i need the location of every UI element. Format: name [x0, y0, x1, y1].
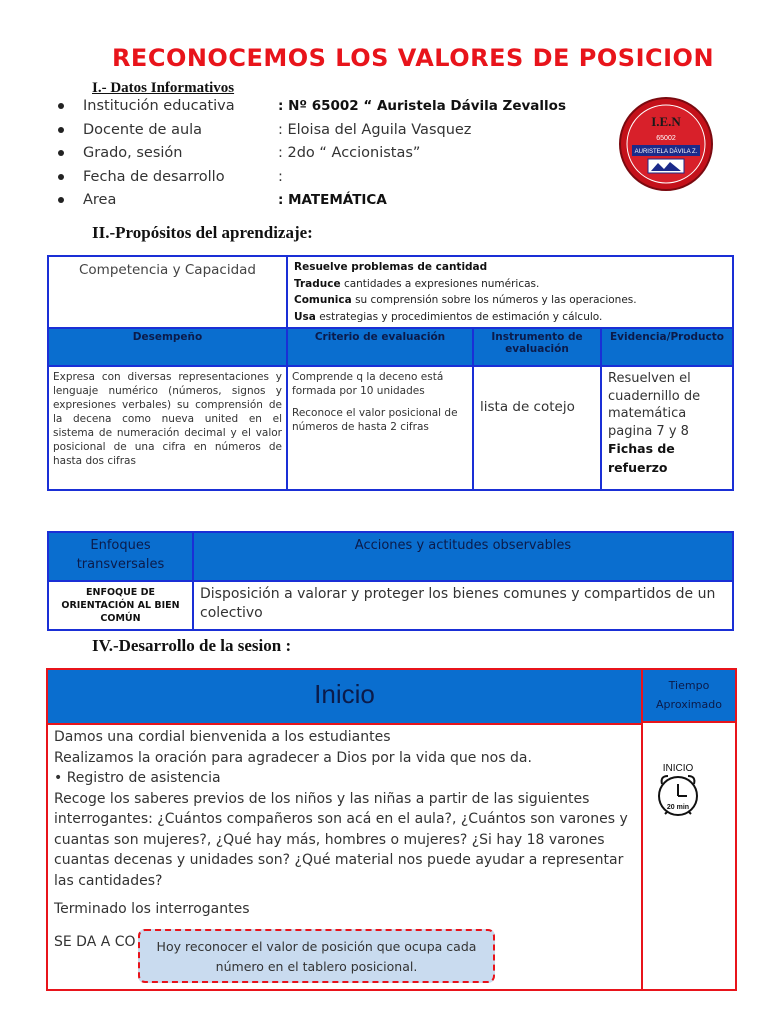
info-label: Area	[83, 192, 117, 208]
accion-cell: Disposición a valorar y proteger los bienes comunes y compartidos de un colectivo	[193, 581, 733, 630]
criterio-1: Comprende q la deceno está formada por 10 unidades	[292, 371, 444, 397]
info-row-grado	[58, 144, 618, 168]
clock-label: INICIO	[662, 763, 694, 774]
clock-time: 20 min	[666, 804, 690, 811]
column-divider	[641, 725, 643, 989]
evidencia-cell	[601, 366, 733, 490]
paragraph-se-da: SE DA A CO	[54, 933, 136, 950]
header-criterio: Criterio de evaluación	[287, 328, 473, 366]
capacidad-text-1: cantidades a expresiones numéricas.	[340, 277, 540, 290]
capacidad-text-2: su comprensión sobre los números y las operaciones.	[351, 294, 637, 306]
info-value: :	[278, 168, 283, 185]
inicio-title: Inicio	[314, 679, 375, 709]
header-desempeno: Desempeño	[48, 328, 287, 366]
section-propositos: II.-Propósitos del aprendizaje:	[92, 223, 313, 242]
enfoques-header: Enfoques transversales	[48, 532, 193, 581]
info-row-area	[58, 191, 618, 215]
callout-box: Hoy reconocer el valor de posición que ocupa cada número en el tablero posicional.	[138, 929, 495, 983]
info-value: : 2do “ Accionistas”	[278, 145, 421, 161]
capacidad-cell	[287, 256, 733, 328]
bullet-icon	[58, 197, 64, 203]
section-datos-informativos: I.- Datos Informativos	[92, 80, 235, 96]
info-row-fecha	[58, 168, 618, 192]
paragraph-terminado: Terminado los interrogantes	[54, 901, 250, 917]
info-value: : Nº 65002 “ Auristela Dávila Zevallos	[278, 98, 566, 114]
bullet-icon	[58, 174, 64, 180]
capacidad-text-3: estrategias y procedimientos de estimación y cálculo.	[315, 310, 603, 323]
info-row-docente	[58, 121, 618, 145]
info-label: Fecha de desarrollo	[83, 168, 225, 185]
bullet-icon	[58, 103, 64, 109]
bullet-icon	[58, 150, 64, 156]
desempeno-cell: Expresa con diversas representaciones y lenguaje numérico (números, signos y expresiones verbales) su comprensión de la decena como nueva united en el sistema de numeración decimal y el valor posicional de una cifra en números de hasta dos cifras	[48, 366, 287, 490]
evidencia-text: Resuelven el cuadernillo de matemática pagina 7 y 8	[608, 371, 701, 439]
paragraph-asistencia: • Registro de asistencia	[54, 770, 221, 786]
capacidad-bold-2: Comunica	[294, 294, 352, 306]
instrumento-cell: lista de cotejo	[473, 366, 601, 490]
acciones-header: Acciones y actitudes observables	[193, 532, 733, 581]
info-value: : Eloisa del Aguila Vasquez	[278, 121, 472, 138]
inicio-header	[48, 670, 643, 725]
info-label: Institución educativa	[83, 98, 235, 114]
evidencia-bold: Fichas de refuerzo	[608, 441, 675, 475]
enfoque-cell: ENFOQUE DE ORIENTACIÓN AL BIEN COMÚN	[48, 581, 193, 630]
paragraph-bienvenida: Damos una cordial bienvenida a los estudiantes	[54, 729, 391, 745]
section-desarrollo: IV.-Desarrollo de la sesion :	[92, 636, 292, 655]
capacidad-title: Resuelve problemas de cantidad	[294, 261, 488, 273]
logo-banner: AURISTELA DÁVILA Z.	[634, 149, 698, 155]
school-logo	[618, 96, 714, 192]
header-instrumento: Instrumento de evaluación	[473, 328, 601, 366]
propositos-table	[47, 255, 734, 491]
info-label: Docente de aula	[83, 121, 203, 138]
inicio-body	[54, 727, 634, 952]
tiempo-header: Tiempo Aproximado	[643, 670, 735, 723]
alarm-clock-icon	[648, 760, 708, 818]
info-value: : MATEMÁTICA	[278, 192, 387, 208]
logo-number: 65002	[656, 135, 676, 142]
header-evidencia: Evidencia/Producto	[601, 328, 733, 366]
capacidad-bold-1: Traduce	[294, 277, 341, 290]
paragraph-saberes: Recoge los saberes previos de los niños y las niñas a partir de las siguientes interrogantes: ¿Cuántos compañeros son acá en el aula?, ¿Cuántos son varones y cuantas son mujeres?, ¿Qué hay más, hombres o mujeres? ¿Si hay 18 varones cuantas decenas y unidades son? ¿Qué material nos puede ayudar a representar las cantidades?	[54, 790, 628, 889]
logo-top-text: I.E.N	[651, 114, 681, 129]
competencia-label: Competencia y Capacidad	[48, 256, 287, 328]
criterio-2: Reconoce el valor posicional de números de hasta 2 cifras	[292, 407, 458, 433]
info-list	[58, 97, 618, 215]
capacidad-bold-3: Usa	[294, 310, 316, 323]
criterio-cell	[287, 366, 473, 490]
info-row-institucion	[58, 97, 618, 121]
paragraph-oracion: Realizamos la oración para agradecer a Dios por la vida que nos da.	[54, 749, 532, 766]
page-title: RECONOCEMOS LOS VALORES DE POSICION	[111, 44, 715, 72]
bullet-icon	[58, 127, 64, 133]
enfoques-table	[47, 531, 734, 631]
info-label: Grado, sesión	[83, 145, 183, 161]
